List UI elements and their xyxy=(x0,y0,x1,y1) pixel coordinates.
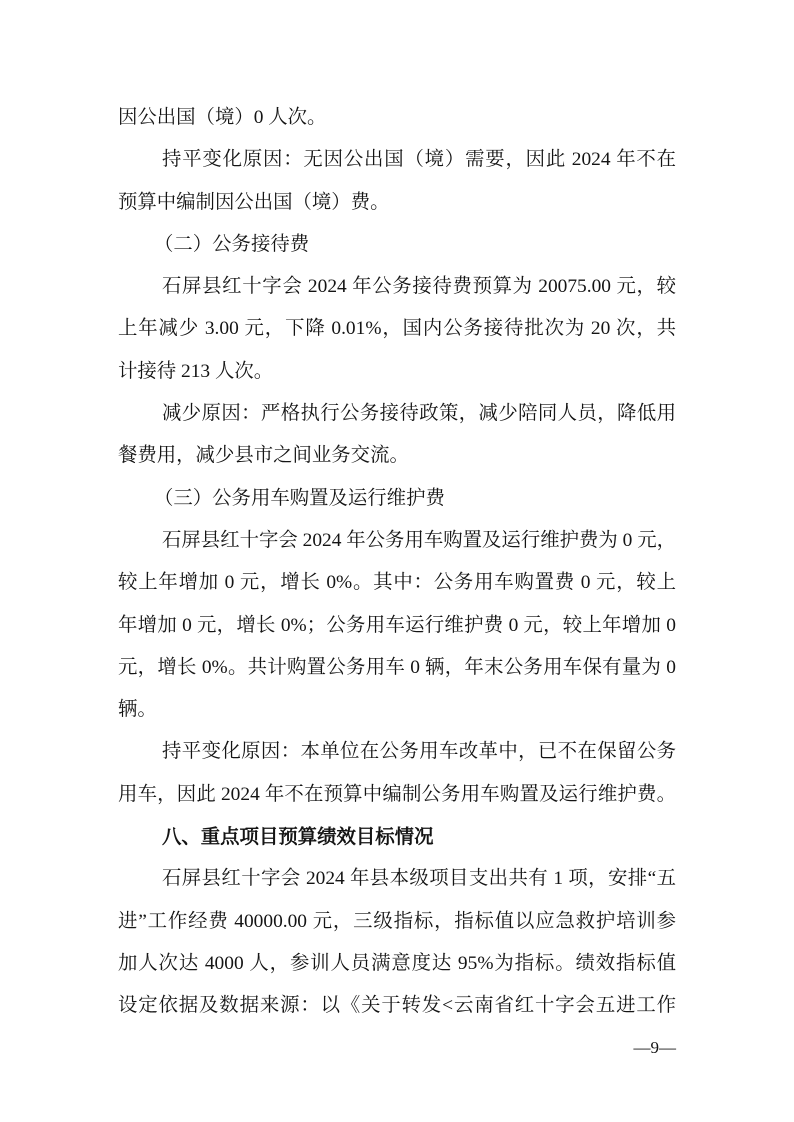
section-heading-key-projects: 八、重点项目预算绩效目标情况 xyxy=(162,826,434,849)
paragraph-line: 计接待 213 人次。 xyxy=(118,360,274,382)
paragraph-line: 进”工作经费 40000.00 元，三级指标，指标值以应急救护培训参 xyxy=(118,910,676,932)
section-heading-vehicles: （三）公务用车购置及运行维护费 xyxy=(154,487,445,509)
paragraph-line: 石屏县红十字会 2024 年公务接待费预算为 20075.00 元，较 xyxy=(162,276,676,298)
paragraph-line: 减少原因：严格执行公务接待政策，减少陪同人员，降低用 xyxy=(162,403,676,425)
paragraph-line: 预算中编制因公出国（境）费。 xyxy=(118,191,390,213)
paragraph-line: 加人次达 4000 人，参训人员满意度达 95%为指标。绩效指标值 xyxy=(118,952,676,974)
paragraph-line: 辆。 xyxy=(118,699,157,721)
paragraph-line: 石屏县红十字会 2024 年县本级项目支出共有 1 项，安排“五 xyxy=(162,868,676,890)
section-heading-reception: （二）公务接待费 xyxy=(154,233,310,255)
paragraph-line: 持平变化原因：无因公出国（境）需要，因此 2024 年不在 xyxy=(162,149,676,171)
paragraph-line: 持平变化原因：本单位在公务用车改革中，已不在保留公务 xyxy=(162,741,676,763)
paragraph-line: 年增加 0 元，增长 0%；公务用车运行维护费 0 元，较上年增加 0 xyxy=(118,614,676,636)
paragraph-line: 较上年增加 0 元，增长 0%。其中：公务用车购置费 0 元，较上 xyxy=(118,572,676,594)
paragraph-line: 元，增长 0%。共计购置公务用车 0 辆，年末公务用车保有量为 0 xyxy=(118,656,676,678)
paragraph-line: 因公出国（境）0 人次。 xyxy=(118,107,327,128)
document-body xyxy=(118,97,676,1028)
paragraph-line: 上年减少 3.00 元，下降 0.01%，国内公务接待批次为 20 次，共 xyxy=(118,318,676,340)
paragraph-line: 设定依据及数据来源：以《关于转发<云南省红十字会五进工作 xyxy=(118,995,676,1017)
paragraph-line: 用车，因此 2024 年不在预算中编制公务用车购置及运行维护费。 xyxy=(118,783,676,805)
paragraph-line: 石屏县红十字会 2024 年公务用车购置及运行维护费为 0 元， xyxy=(162,529,676,551)
page-number: —9— xyxy=(633,1038,676,1057)
paragraph-line: 餐费用，减少县市之间业务交流。 xyxy=(118,445,409,467)
